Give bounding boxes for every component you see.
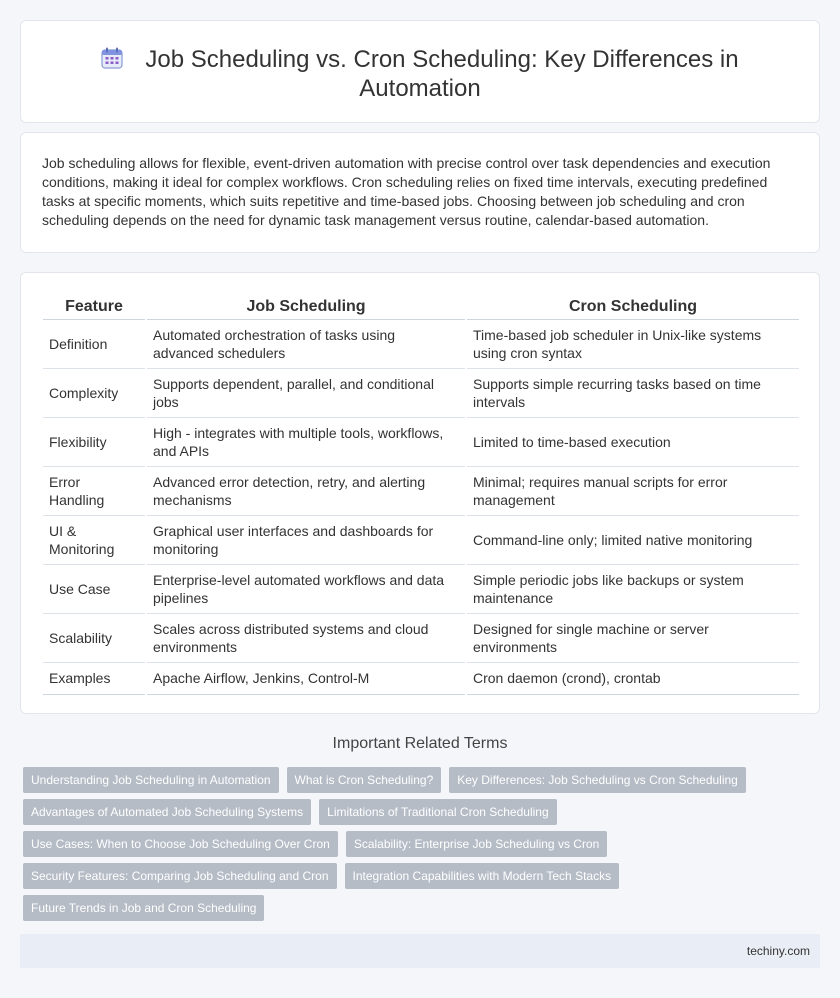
feature-cell: Examples [43,662,146,694]
feature-cell: Use Case [43,564,146,613]
title-card [20,20,820,123]
job-cell: Supports dependent, parallel, and conditional jobs [146,368,466,417]
title-line-2: Automation [359,75,481,102]
intro-paragraph: Job scheduling allows for flexible, event-driven automation with precise control over task dependencies and execution conditions, making it ideal for complex workflows. Cron scheduling relies on fixed time intervals, executing predefined tasks at specific moments, which suits repetitive and time-based jobs. Choosing between job scheduling and cron scheduling depends on the need for dynamic task management versus routine, calendar-based automation. [42,155,771,228]
calendar-icon [101,47,123,69]
header-feature: Feature [43,295,146,319]
table-row [43,319,799,368]
table-row [43,417,799,466]
related-terms-heading: Important Related Terms [332,735,508,752]
related-term-tag[interactable]: Security Features: Comparing Job Scheduling and Cron [23,863,337,889]
cron-cell: Cron daemon (crond), crontab [466,662,799,694]
related-term-tag[interactable]: Understanding Job Scheduling in Automation [23,767,279,793]
related-term-tag[interactable]: Scalability: Enterprise Job Scheduling vs Cron [346,831,607,857]
feature-cell: Scalability [43,613,146,662]
job-cell: Graphical user interfaces and dashboards for monitoring [146,515,466,564]
feature-cell: Error Handling [43,466,146,515]
table-row [43,662,799,694]
cron-cell: Minimal; requires manual scripts for error management [466,466,799,515]
cron-cell: Time-based job scheduler in Unix-like systems using cron syntax [466,319,799,368]
related-term-tag[interactable]: What is Cron Scheduling? [287,767,442,793]
job-cell: Enterprise-level automated workflows and data pipelines [146,564,466,613]
job-cell: Automated orchestration of tasks using advanced schedulers [146,319,466,368]
feature-cell: Flexibility [43,417,146,466]
table-row [43,564,799,613]
comparison-table [43,295,799,695]
feature-cell: Definition [43,319,146,368]
cron-cell: Command-line only; limited native monitoring [466,515,799,564]
table-row [43,613,799,662]
job-cell: Apache Airflow, Jenkins, Control-M [146,662,466,694]
feature-cell: Complexity [43,368,146,417]
job-cell: Scales across distributed systems and cloud environments [146,613,466,662]
cron-cell: Supports simple recurring tasks based on time intervals [466,368,799,417]
related-term-tag[interactable]: Integration Capabilities with Modern Tech Stacks [345,863,620,889]
footer [20,934,820,968]
cron-cell: Designed for single machine or server environments [466,613,799,662]
header-cron-scheduling: Cron Scheduling [466,295,799,319]
cron-cell: Simple periodic jobs like backups or system maintenance [466,564,799,613]
header-job-scheduling: Job Scheduling [146,295,466,319]
job-cell: Advanced error detection, retry, and alerting mechanisms [146,466,466,515]
table-row [43,466,799,515]
page-title [21,45,819,103]
title-line-1: Job Scheduling vs. Cron Scheduling: Key Differences in [145,46,739,73]
related-term-tag[interactable]: Advantages of Automated Job Scheduling Systems [23,799,311,825]
related-term-tag[interactable]: Limitations of Traditional Cron Scheduling [319,799,556,825]
intro-card [20,132,820,253]
job-cell: High - integrates with multiple tools, workflows, and APIs [146,417,466,466]
comparison-card [20,272,820,714]
footer-site-link[interactable]: techiny.com [746,944,810,958]
related-term-tag[interactable]: Key Differences: Job Scheduling vs Cron Scheduling [449,767,746,793]
cron-cell: Limited to time-based execution [466,417,799,466]
feature-cell: UI & Monitoring [43,515,146,564]
related-terms-list [23,767,823,927]
table-row [43,368,799,417]
related-term-tag[interactable]: Use Cases: When to Choose Job Scheduling Over Cron [23,831,338,857]
table-row [43,515,799,564]
related-term-tag[interactable]: Future Trends in Job and Cron Scheduling [23,895,264,921]
table-header-row [43,295,799,319]
